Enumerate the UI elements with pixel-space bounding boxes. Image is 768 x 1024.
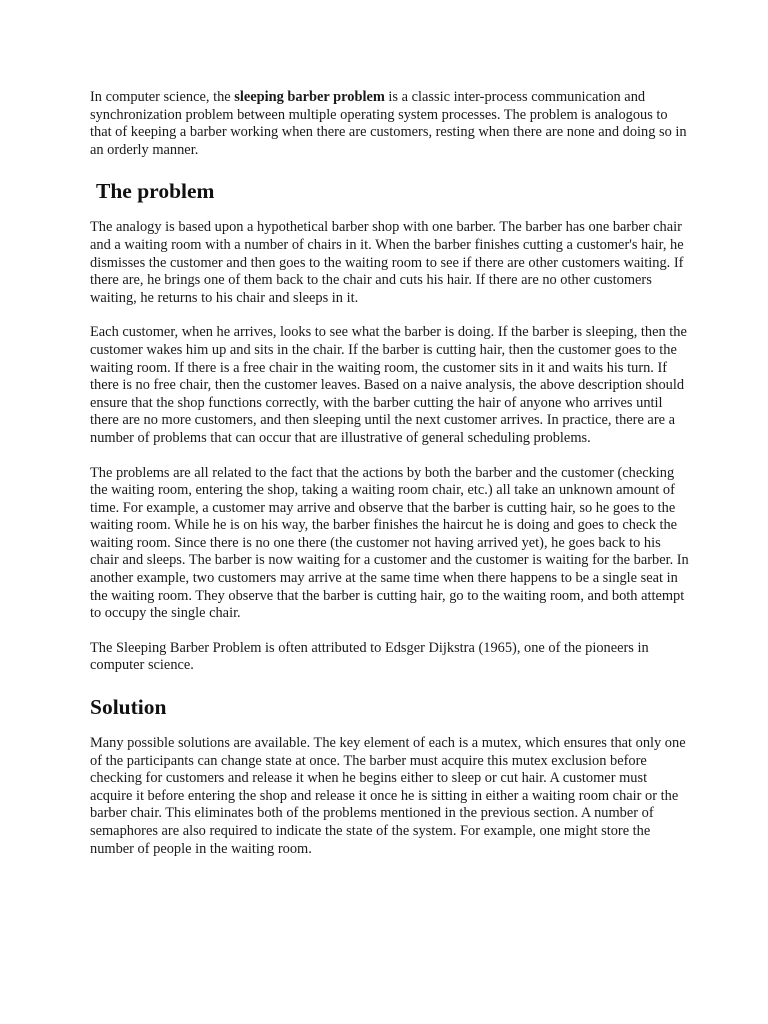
intro-term-bold: sleeping barber problem: [234, 89, 385, 105]
problem-paragraph-4: The Sleeping Barber Problem is often attributed to Edsger Dijkstra (1965), one of the pioneers in computer science.: [90, 639, 649, 674]
problem-paragraph-3: The problems are all related to the fact that the actions by both the barber and the customer (checking the waiting room, entering the shop, taking a waiting room chair, etc.) all take an unknown amount of time. For example, a customer may arrive and observe that the barber is cutting hair, so he goes to the waiting room. While he is on his way, the barber finishes the haircut he is doing and goes to check the waiting room. Since there is no one there (the customer not having arrived yet), he goes back to his chair and sleeps. The barber is now waiting for a customer and the customer is waiting for the barber. In another example, two customers may arrive at the same time when there happens to be a single seat in the waiting room. They observe that the barber is cutting hair, go to the waiting room, and both attempt to occupy the single chair.: [90, 464, 689, 622]
intro-text-after: is a classic inter-process communication and synchronization problem between multiple operating system processes. The problem is analogous to that of keeping a barber working when there are customers, resting when there are none and doing so in an orderly manner.: [90, 89, 687, 158]
problem-paragraph-1: The analogy is based upon a hypothetical barber shop with one barber. The barber has one barber chair and a waiting room with a number of chairs in it. When the barber finishes cutting a customer's hair, he dismisses the customer and then goes to the waiting room to see if there are other customers waiting. If there are, he brings one of them back to the chair and cuts his hair. If there are no other customers waiting, he returns to his chair and sleeps in it.: [90, 219, 684, 306]
solution-paragraph-1: Many possible solutions are available. The key element of each is a mutex, which ensures that only one of the participants can change state at once. The barber must acquire this mutex exclusion before checking for customers and release it when he begins either to sleep or cut hair. A customer must acquire it before entering the shop and release it once he is sitting in either a waiting room chair or the barber chair. This eliminates both of the problems mentioned in the previous section. A number of semaphores are also required to indicate the state of the system. For example, one might store the number of people in the waiting room.: [90, 735, 686, 857]
document-page: [90, 89, 690, 875]
problem-heading: The problem: [96, 179, 215, 204]
intro-text-before: In computer science, the: [90, 89, 235, 105]
solution-heading: Solution: [90, 695, 167, 720]
problem-paragraph-2: Each customer, when he arrives, looks to see what the barber is doing. If the barber is sleeping, then the customer wakes him up and sits in the chair. If the barber is cutting hair, then the customer goes to the waiting room. If there is a free chair in the waiting room, the customer sits in it and waits his turn. If there is no free chair, then the customer leaves. Based on a naive analysis, the above description should ensure that the shop functions correctly, with the barber cutting the hair of anyone who arrives until there are no more customers, and then sleeping until the next customer arrives. In practice, there are a number of problems that can occur that are illustrative of general scheduling problems.: [90, 324, 687, 446]
intro-paragraph: [90, 89, 690, 159]
